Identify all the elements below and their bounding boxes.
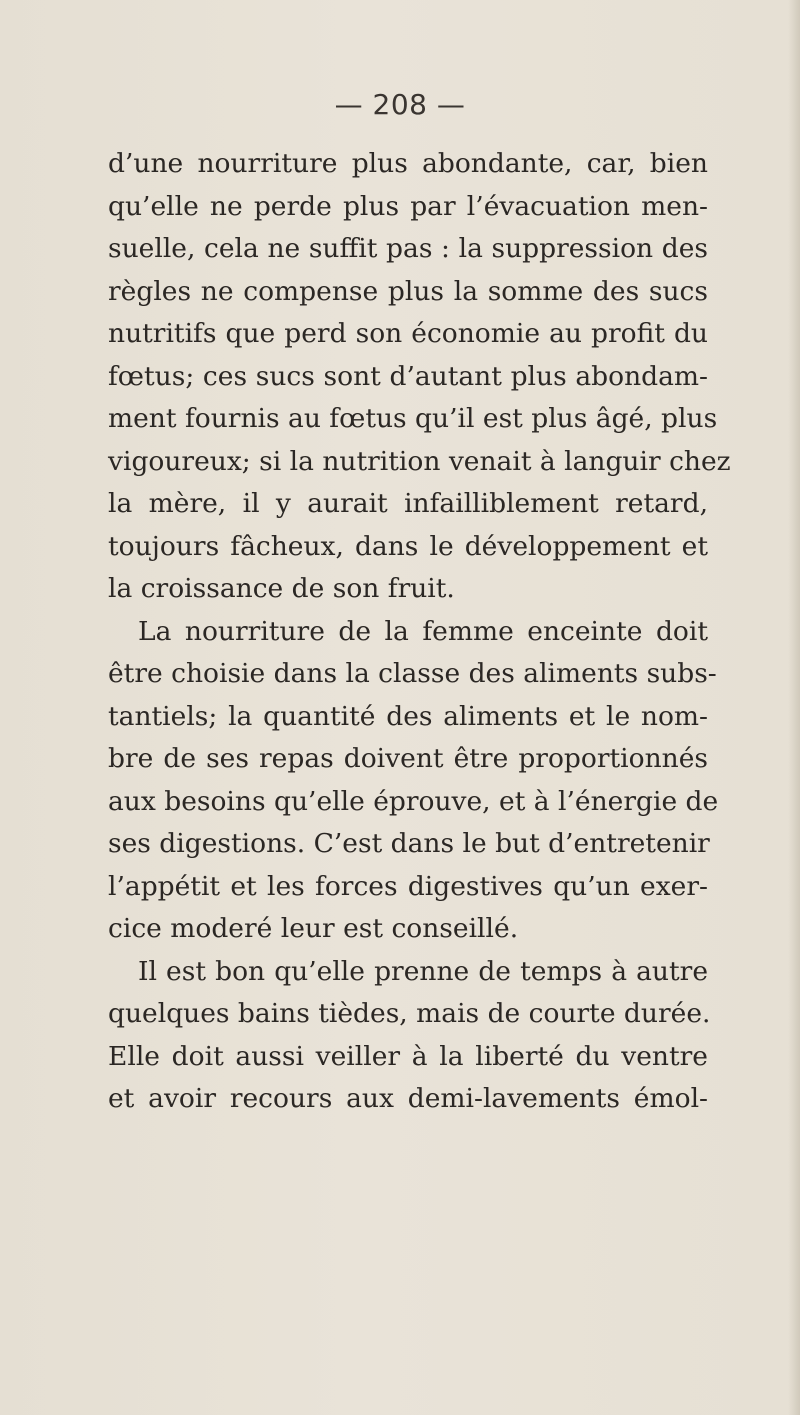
text-line: bre de ses repas doivent être proportionnés — [108, 743, 708, 774]
text-line: quelques bains tièdes, mais de courte durée. — [108, 998, 711, 1029]
text-line: d’une nourriture plus abondante, car, bien — [108, 148, 708, 179]
text-line: tantiels; la quantité des aliments et le nom- — [108, 700, 708, 732]
text-line: l’appétit et les forces digestives qu’un exer- — [108, 870, 708, 902]
text-line: la mère, il y aurait infailliblement retard, — [108, 488, 708, 519]
text-line: qu’elle ne perde plus par l’évacuation men- — [108, 190, 708, 222]
text-line: cice moderé leur est conseillé. — [108, 913, 519, 944]
text-line-paragraph-start: La nourriture de la femme enceinte doit — [138, 615, 708, 647]
page-edge-shadow — [788, 0, 800, 1415]
text-line: Elle doit aussi veiller à la liberté du ventre — [108, 1040, 708, 1072]
text-line-paragraph-start: Il est bon qu’elle prenne de temps à autre — [138, 955, 708, 987]
text-line: toujours fâcheux, dans le développement et — [108, 530, 708, 562]
text-line: vigoureux; si la nutrition venait à languir chez — [108, 445, 731, 477]
text-line: aux besoins qu’elle éprouve, et à l’énergie de — [108, 785, 719, 817]
text-line: règles ne compense plus la somme des sucs — [108, 275, 708, 307]
text-line: suelle, cela ne suffit pas : la suppression des — [108, 233, 708, 264]
text-line: ses digestions. C’est dans le but d’entretenir — [108, 828, 710, 859]
text-line: être choisie dans la classe des aliments subs- — [108, 658, 717, 689]
text-line: nutritifs que perd son économie au profit du — [108, 318, 708, 349]
body-text — [108, 143, 731, 1121]
text-line: et avoir recours aux demi-lavements émol- — [108, 1083, 708, 1114]
text-line: la croissance de son fruit. — [108, 573, 455, 604]
page-number: — 208 — — [334, 88, 466, 121]
text-line: fœtus; ces sucs sont d’autant plus abondam- — [108, 360, 708, 392]
text-line: ment fournis au fœtus qu’il est plus âgé, plus — [108, 403, 718, 434]
